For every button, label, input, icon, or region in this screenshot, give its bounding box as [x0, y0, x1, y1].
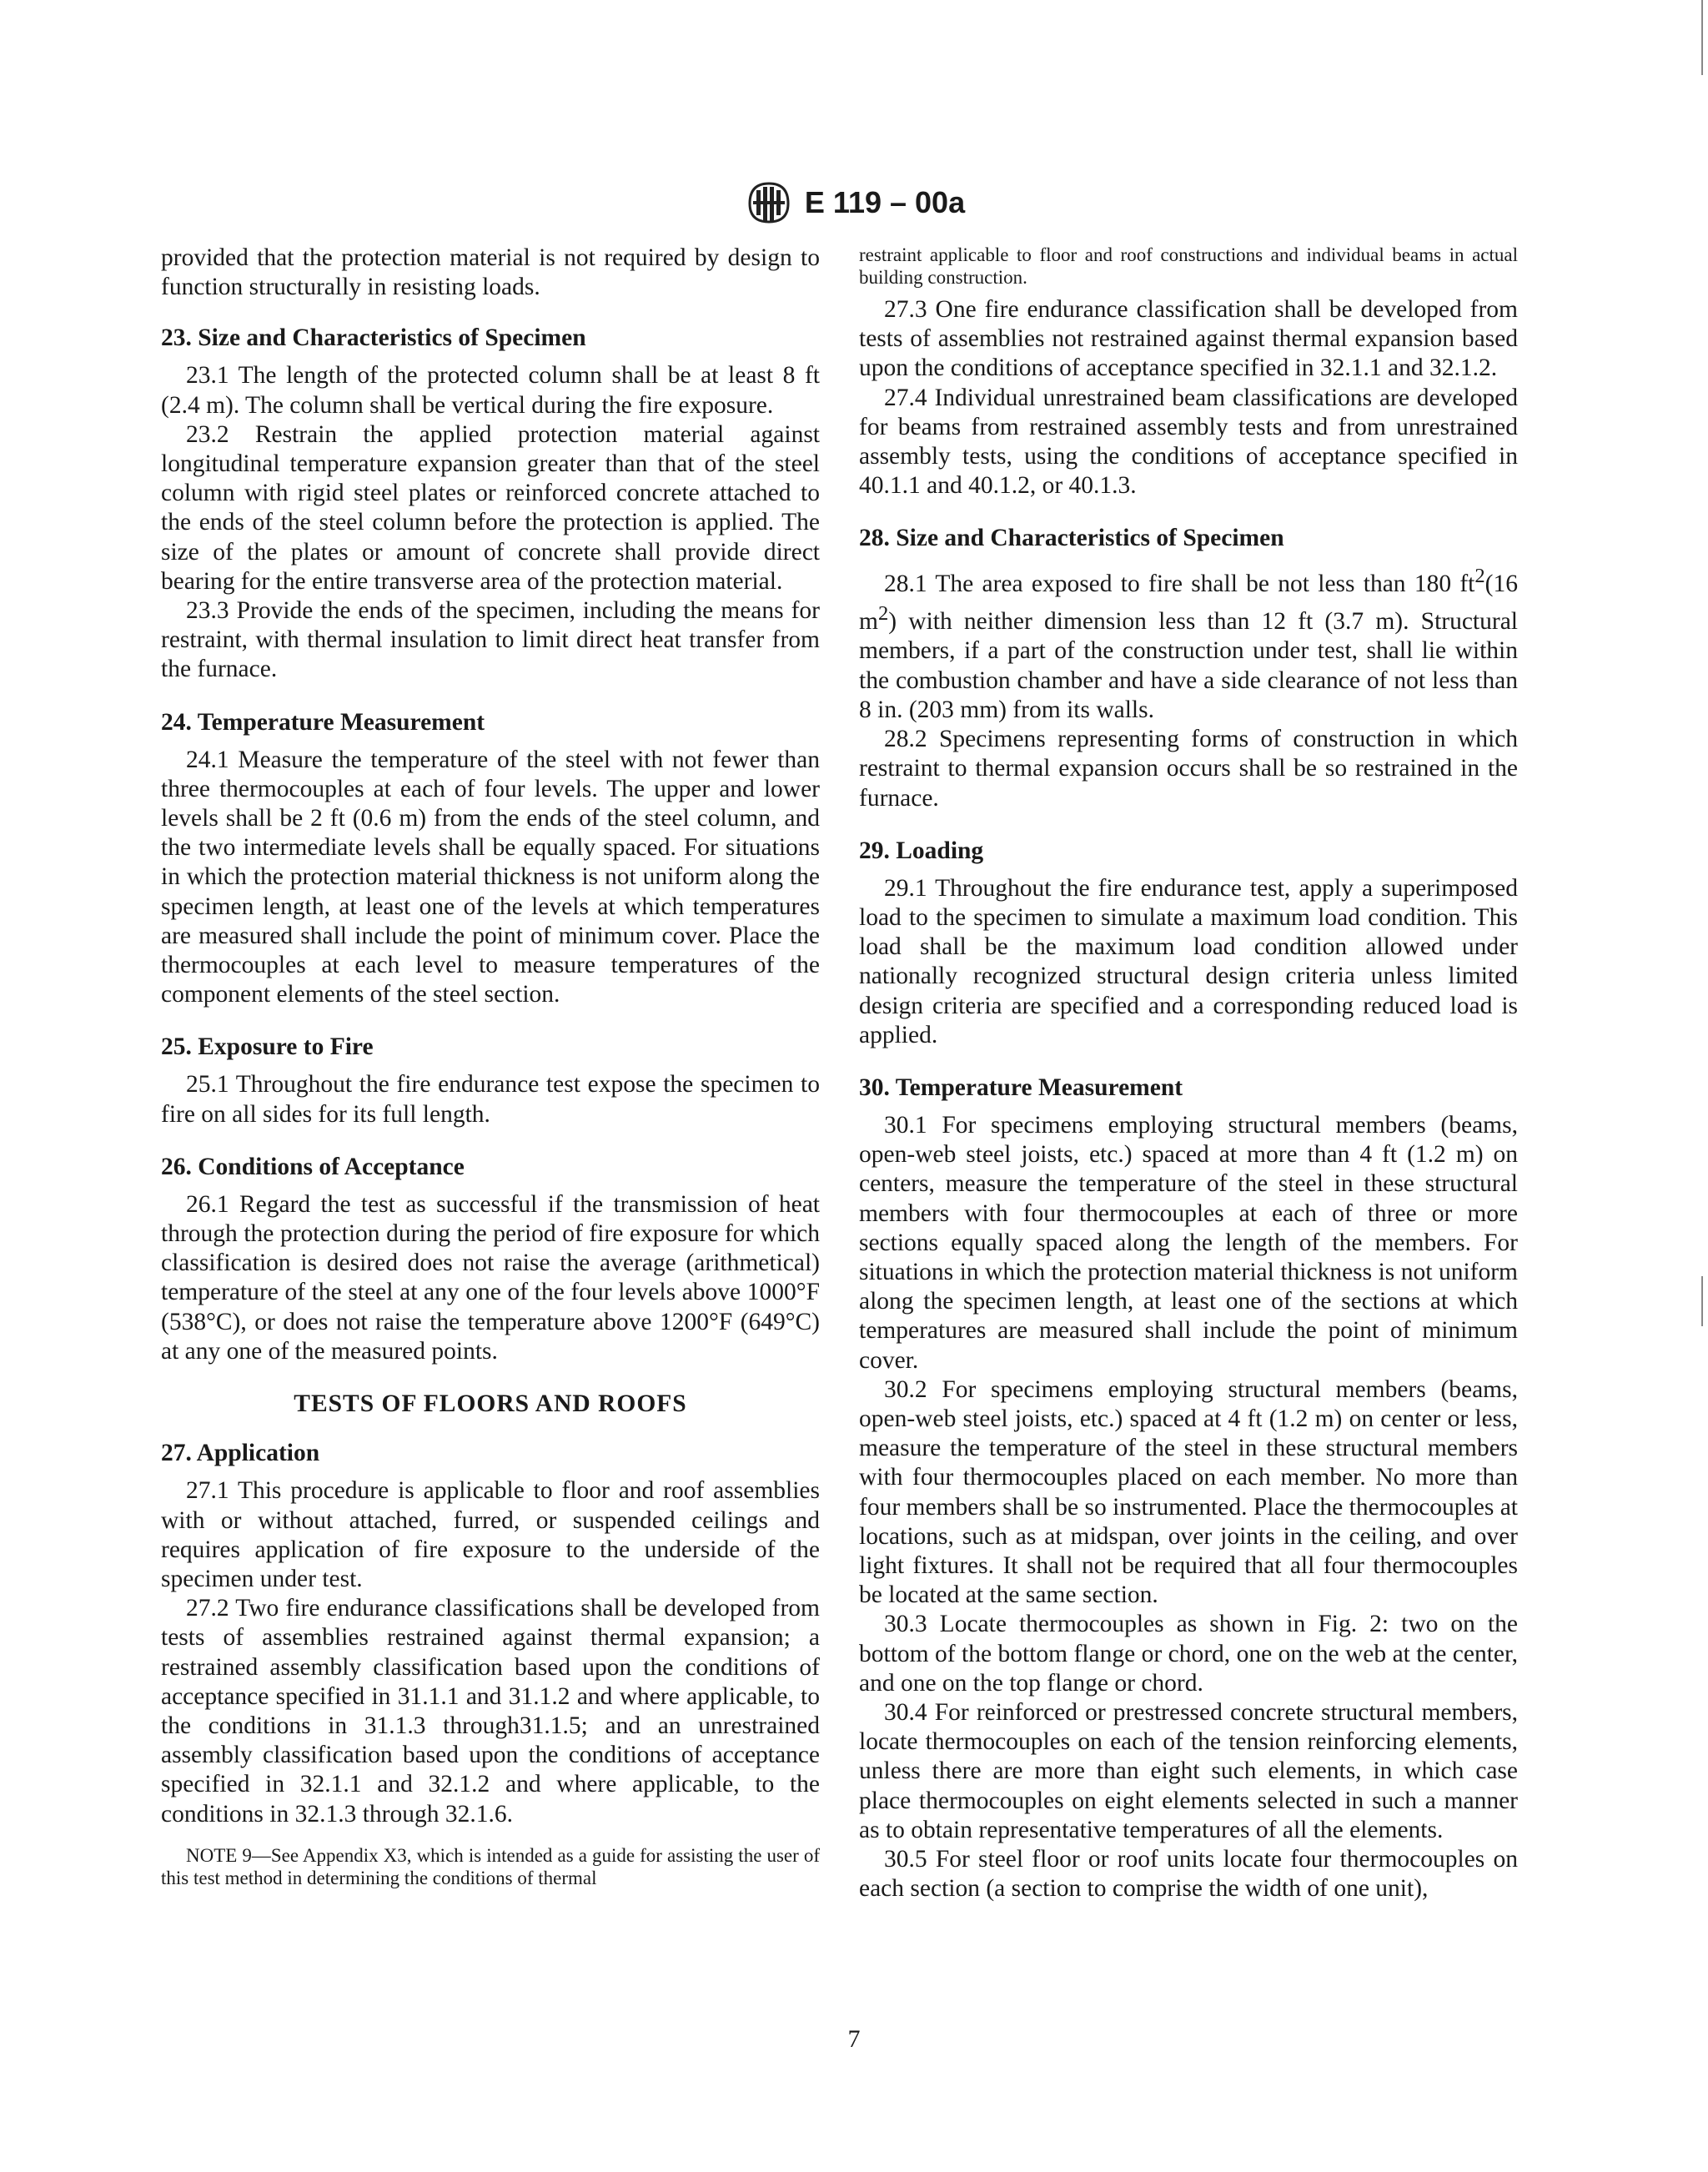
section-heading: 24. Temperature Measurement	[161, 708, 485, 736]
paragraph: 30.1 For specimens employing structural members (beams, open-web steel joists, etc.) spaced at more than 4 ft (1.2 m) on centers, measure the temperature of the steel in these structural members with four thermocouples at each of three or more sections equally spaced along the length of the members. For situations in which the protection material thickness is not uniform along the specimen length, at least one of the sections at which temperatures are measured shall include the point of minimum cover.	[859, 1111, 1518, 1374]
note: NOTE 9—See Appendix X3, which is intended as a guide for assisting the user of this test method in determining the conditions of thermal	[161, 1844, 820, 1888]
section-heading: 28. Size and Characteristics of Specimen	[859, 525, 1284, 552]
paragraph: 27.3 One fire endurance classification shall be developed from tests of assemblies not restrained against thermal expansion based upon the conditions of acceptance specified in 32.1.1 and 32.1.2.	[859, 296, 1518, 382]
paragraph: 30.3 Locate thermocouples as shown in Fig. 2: two on the bottom of the bottom flange or chord, one on the web at the center, and one on the top flange or chord.	[859, 1611, 1518, 1697]
superscript: 2	[877, 602, 889, 626]
section-heading: 30. Temperature Measurement	[859, 1073, 1183, 1101]
section-heading: 23. Size and Characteristics of Specimen	[161, 324, 586, 352]
note-continuation: restraint applicable to floor and roof constructions and individual beams in actual building construction.	[859, 244, 1518, 288]
section-heading: 25. Exposure to Fire	[161, 1033, 374, 1061]
paragraph: 27.4 Individual unrestrained beam classifications are developed for beams from restrained assembly tests and from unrestrained assembly tests, using the conditions of acceptance specified in 40.1.1 and 40.1.2, or 40.1.3.	[859, 384, 1518, 500]
paragraph: 24.1 Measure the temperature of the steel with not fewer than three thermocouples at each of four levels. The upper and lower levels shall be 2 ft (0.6 m) from the ends of the steel column, and the two intermediate levels shall be equally spaced. For situations in which the protection material thickness is not uniform along the specimen length, at least one of the levels at which temperatures are measured shall include the point of minimum cover. Place the thermocouples at each level to measure temperatures of the component elements of the steel section.	[161, 746, 820, 1008]
text-run: 28.1 The area exposed to fire shall be not less than 180 ft	[884, 571, 1475, 598]
paragraph: 26.1 Regard the test as successful if the transmission of heat through the protection during the period of fire exposure for which classification is desired does not raise the average (arithmetical) temperature of the steel at any one of the four levels above 1000°F (538°C), or does not raise the temperature above 1200°F (649°C) at any one of the measured points.	[161, 1190, 820, 1365]
scan-edge-mark	[1701, 1276, 1703, 1326]
paragraph: 29.1 Throughout the fire endurance test, apply a superimposed load to the specimen to simulate a maximum load condition. This load shall be the maximum load condition allowed under nationally recognized structural design criteria unless limited design criteria are specified and a corresponding reduced load is applied.	[859, 874, 1518, 1048]
document-header	[0, 178, 1708, 227]
paragraph: 30.5 For steel floor or roof units locate four thermocouples on each section (a section to comprise the width of one unit),	[859, 1846, 1518, 1903]
paragraph: 30.4 For reinforced or prestressed concrete structural members, locate thermocouples on each of the tension reinforcing elements, unless there are more than eight such elements, in which case place thermocouples on eight elements selected in such a manner as to obtain representative temperatures of all the elements.	[859, 1698, 1518, 1843]
paragraph: 27.2 Two fire endurance classifications shall be developed from tests of assemblies restrained against thermal expansion; a restrained assembly classification based upon the conditions of acceptance specified in 31.1.1 and 31.1.2 and where applicable, to the conditions in 31.1.3 through31.1.5; and an unrestrained assembly classification based upon the conditions of acceptance specified in 32.1.1 and 32.1.2 and where applicable, to the conditions in 32.1.3 through 32.1.6.	[161, 1595, 820, 1828]
superscript: 2	[1474, 565, 1485, 588]
paragraph: 23.2 Restrain the applied protection material against longitudinal temperature expansion greater than that of the steel column with rigid steel plates or reinforced concrete attached to the ends of the steel column before the protection is applied. The size of the plates or amount of concrete shall provide direct bearing for the entire transverse area of the protection material.	[161, 420, 820, 595]
part-title: TESTS OF FLOORS AND ROOFS	[294, 1390, 687, 1418]
paragraph: 23.3 Provide the ends of the specimen, including the means for restraint, with thermal insulation to limit direct heat transfer from the furnace.	[161, 597, 820, 683]
paragraph: 28.2 Specimens representing forms of construction in which restraint to thermal expansion occurs shall be so restrained in the furnace.	[859, 726, 1518, 812]
paragraph: 30.2 For specimens employing structural members (beams, open-web steel joists, etc.) spaced at 4 ft (1.2 m) on center or less, measure the temperature of the steel in these structural members with four thermocouples placed on each member. No more than four members shall be so instrumented. Place the thermocouples at locations, such as at midspan, over joints in the ceiling, and over light fixtures. It shall not be required that all four thermocouples be located at the same section.	[859, 1375, 1518, 1609]
left-column	[161, 244, 820, 1889]
paragraph: 23.1 The length of the protected column shall be at least 8 ft (2.4 m). The column shall be vertical during the fire exposure.	[161, 362, 820, 419]
paragraph: 27.1 This procedure is applicable to floor and roof assemblies with or without attached, furred, or suspended ceilings and requires application of fire exposure to the underside of the specimen under test.	[161, 1477, 820, 1592]
designation: E 119 – 00a	[804, 185, 966, 219]
paragraph	[859, 561, 1518, 725]
astm-logo-icon	[743, 178, 795, 227]
text-run: (16 m	[859, 571, 1518, 636]
section-heading: 29. Loading	[859, 837, 984, 864]
section-heading: 26. Conditions of Acceptance	[161, 1153, 465, 1180]
right-column	[859, 244, 1518, 1903]
paragraph: provided that the protection material is not required by design to function structurally in resisting loads.	[161, 244, 820, 301]
section-heading: 27. Application	[161, 1440, 320, 1467]
text-run: ) with neither dimension less than 12 ft (3.7 m). Structural members, if a part of the construction under test, shall lie within the combustion chamber and have a side clearance of not less than 8 in. (203 mm) from its walls.	[859, 608, 1518, 723]
page-number: 7	[847, 2025, 861, 2053]
scan-edge-mark	[1701, 0, 1703, 75]
paragraph: 25.1 Throughout the fire endurance test expose the specimen to fire on all sides for its full length.	[161, 1071, 820, 1128]
